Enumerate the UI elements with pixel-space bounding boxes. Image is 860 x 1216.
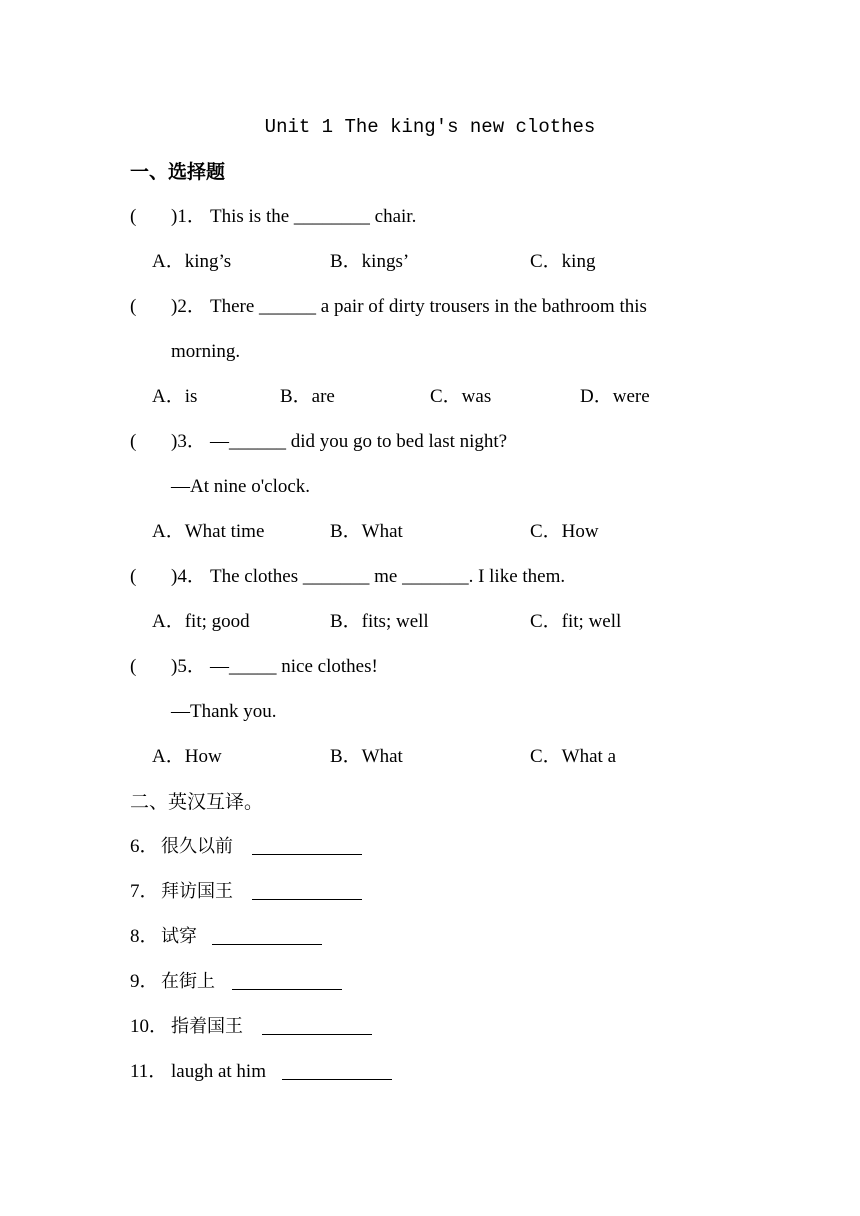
item-number: 10．: [130, 1016, 169, 1037]
option-c: C．fit; well: [530, 611, 622, 632]
dialogue-response: —At nine o'clock.: [171, 476, 311, 497]
item-text: 很久以前: [161, 836, 233, 857]
option-a: A．is: [152, 386, 198, 407]
answer-paren: (: [130, 656, 137, 677]
option-a: A．What time: [152, 521, 265, 542]
question-1: [0, 202, 860, 232]
translation-item-6: [0, 832, 860, 862]
translation-item-7: [0, 877, 860, 907]
question-number: )4．: [171, 566, 206, 587]
options-row-2: [0, 382, 860, 412]
translation-item-9: [0, 967, 860, 997]
option-b: B．What: [330, 746, 403, 767]
item-text: laugh at him: [171, 1061, 266, 1082]
question-3: [0, 427, 860, 457]
options-row-4: [0, 607, 860, 637]
question-text-continued: morning.: [171, 341, 241, 362]
options-row-3: [0, 517, 860, 547]
item-number: 9．: [130, 971, 159, 992]
option-c: C．was: [430, 386, 492, 407]
options-row-1: [0, 247, 860, 277]
answer-paren: (: [130, 206, 137, 227]
answer-blank[interactable]: [252, 899, 362, 900]
item-number: 6．: [130, 836, 159, 857]
question-3-response: [0, 472, 860, 502]
question-text: There ______ a pair of dirty trousers in the bathroom this: [210, 296, 647, 317]
answer-blank[interactable]: [282, 1079, 392, 1080]
answer-paren: (: [130, 296, 137, 317]
question-5: [0, 652, 860, 682]
translation-item-8: [0, 922, 860, 952]
item-number: 11．: [130, 1061, 168, 1082]
option-b: B．kings’: [330, 251, 410, 272]
question-number: )1．: [171, 206, 206, 227]
answer-blank[interactable]: [212, 944, 322, 945]
question-4: [0, 562, 860, 592]
option-a: A．king’s: [152, 251, 232, 272]
question-2: [0, 292, 860, 322]
question-text: —_____ nice clothes!: [210, 656, 378, 677]
question-text: This is the ________ chair.: [210, 206, 417, 227]
question-number: )5．: [171, 656, 206, 677]
option-a: A．How: [152, 746, 222, 767]
options-row-5: [0, 742, 860, 772]
item-text: 在街上: [161, 971, 215, 992]
item-text: 试穿: [161, 926, 197, 947]
item-text: 拜访国王: [161, 881, 233, 902]
option-b: B．What: [330, 521, 403, 542]
option-c: C．How: [530, 521, 599, 542]
option-d: D．were: [580, 386, 650, 407]
question-text: The clothes _______ me _______. I like them.: [210, 566, 566, 587]
question-number: )3．: [171, 431, 206, 452]
option-c: C．What a: [530, 746, 617, 767]
answer-blank[interactable]: [232, 989, 342, 990]
option-c: C．king: [530, 251, 596, 272]
item-number: 7．: [130, 881, 159, 902]
question-2-continuation: [0, 337, 860, 367]
item-text: 指着国王: [171, 1016, 243, 1037]
answer-paren: (: [130, 566, 137, 587]
option-a: A．fit; good: [152, 611, 250, 632]
option-b: B．fits; well: [330, 611, 429, 632]
translation-item-11: [0, 1057, 860, 1087]
answer-paren: (: [130, 431, 137, 452]
dialogue-response: —Thank you.: [171, 701, 277, 722]
item-number: 8．: [130, 926, 159, 947]
section-heading-translation: 二、英汉互译。: [130, 791, 264, 813]
question-text: —______ did you go to bed last night?: [210, 431, 508, 452]
translation-item-10: [0, 1012, 860, 1042]
answer-blank[interactable]: [262, 1034, 372, 1035]
answer-blank[interactable]: [252, 854, 362, 855]
page-title: Unit 1 The king's new clothes: [264, 116, 596, 138]
option-b: B．are: [280, 386, 335, 407]
section-heading-multiple-choice: 一、选择题: [130, 161, 226, 183]
question-number: )2．: [171, 296, 206, 317]
question-5-response: [0, 697, 860, 727]
